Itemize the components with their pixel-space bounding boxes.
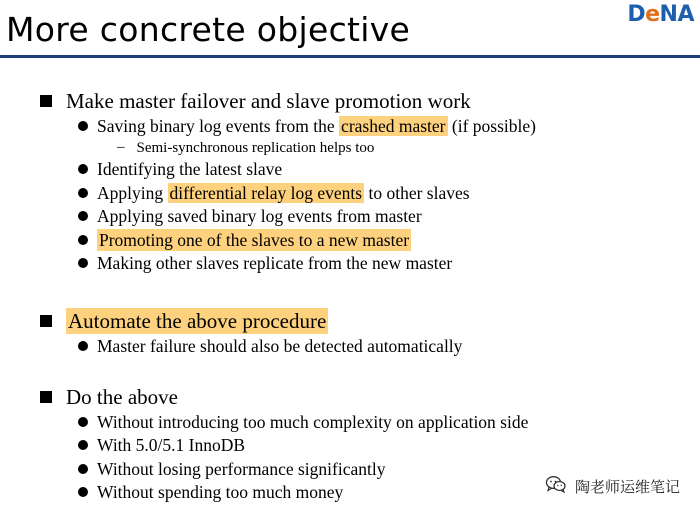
wechat-icon bbox=[545, 475, 567, 497]
highlight: differential relay log events bbox=[169, 182, 363, 203]
bullet-item: Applying differential relay log events to other slaves bbox=[78, 181, 536, 205]
dena-logo: DeNA bbox=[627, 2, 694, 27]
round-bullet-icon bbox=[78, 235, 88, 245]
highlight: Automate the above procedure bbox=[68, 309, 327, 333]
round-bullet-icon bbox=[78, 341, 88, 351]
square-bullet-icon bbox=[40, 95, 52, 107]
highlight: Promoting one of the slaves to a new master bbox=[99, 229, 410, 250]
bullet-item: Without spending too much money bbox=[78, 481, 528, 505]
bullet-item bbox=[78, 228, 536, 252]
square-bullet-icon bbox=[40, 315, 52, 327]
bullet-item: Applying saved binary log events from master bbox=[78, 205, 536, 229]
sub-bullet-item: – Semi-synchronous replication helps too bbox=[117, 139, 375, 156]
slide-title: More concrete objective bbox=[6, 10, 411, 49]
section-heading: Make master failover and slave promotion work bbox=[40, 88, 536, 114]
watermark-text: 陶老师运维笔记 bbox=[574, 477, 680, 496]
bullet-item: Without introducing too much complexity on application side bbox=[78, 410, 528, 434]
bullet-item: Identifying the latest slave bbox=[78, 158, 536, 182]
watermark bbox=[545, 475, 680, 497]
round-bullet-icon bbox=[78, 188, 88, 198]
bullet-item: Without losing performance significantly bbox=[78, 457, 528, 481]
section-heading: Do the above bbox=[40, 384, 528, 410]
bullet-item: Making other slaves replicate from the new master bbox=[78, 252, 536, 276]
round-bullet-icon bbox=[78, 211, 88, 221]
bullet-item: Saving binary log events from the crashed master (if possible) bbox=[78, 114, 536, 138]
round-bullet-icon bbox=[78, 258, 88, 268]
round-bullet-icon bbox=[78, 464, 88, 474]
round-bullet-icon bbox=[78, 121, 88, 131]
square-bullet-icon bbox=[40, 391, 52, 403]
section-do-above bbox=[40, 384, 528, 504]
round-bullet-icon bbox=[78, 487, 88, 497]
highlight: crashed master bbox=[341, 115, 446, 136]
dash-bullet-icon: – bbox=[117, 139, 125, 155]
round-bullet-icon bbox=[78, 417, 88, 427]
bullet-item: With 5.0/5.1 InnoDB bbox=[78, 434, 528, 458]
round-bullet-icon bbox=[78, 440, 88, 450]
section-failover bbox=[40, 88, 536, 275]
section-heading bbox=[40, 308, 462, 334]
round-bullet-icon bbox=[78, 164, 88, 174]
section-automate bbox=[40, 308, 462, 358]
bullet-item: Master failure should also be detected automatically bbox=[78, 334, 462, 358]
title-divider bbox=[0, 55, 700, 58]
